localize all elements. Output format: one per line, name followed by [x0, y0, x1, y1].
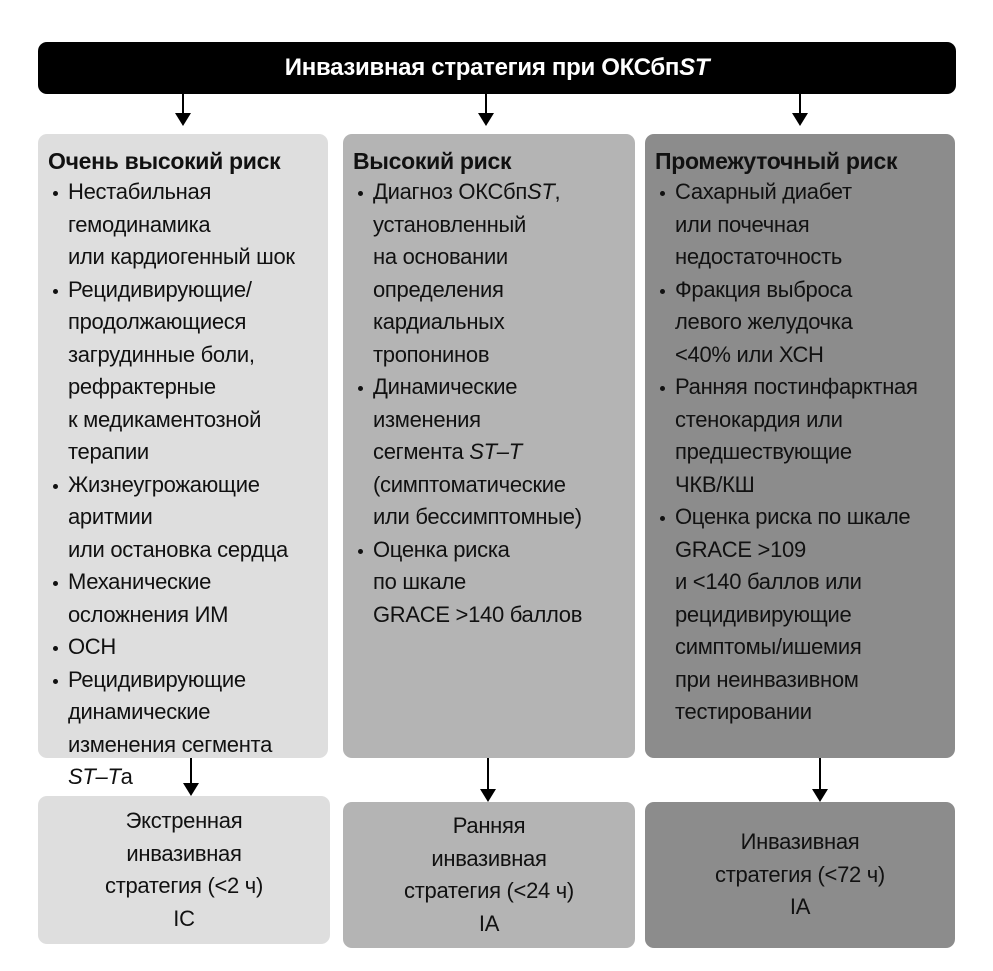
- risk-title: Промежуточный риск: [655, 148, 898, 174]
- arrow-down-icon: [175, 94, 191, 126]
- criteria-item: Рецидивирующие динамические изменения сегмента ST–Ta: [48, 664, 318, 794]
- risk-box-intermediate: [645, 134, 955, 758]
- outcome-box: Экстренная инвазивная стратегия (<2 ч) IC: [38, 796, 330, 944]
- risk-box-high: [343, 134, 635, 758]
- outcome-box: Инвазивная стратегия (<72 ч) IA: [645, 802, 955, 948]
- criteria-item: Динамические изменения сегмента ST–T (симптоматические или бессимптомные): [353, 371, 625, 534]
- criteria-item: Ранняя постинфарктная стенокардия или предшествующие ЧКВ/КШ: [655, 371, 945, 501]
- criteria-item: Рецидивирующие/ продолжающиеся загрудинные боли, рефрактерные к медикаментозной терапии: [48, 274, 318, 469]
- criteria-item: Диагноз ОКСбпST, установленный на основании определения кардиальных тропонинов: [353, 176, 625, 371]
- risk-title: Очень высокий риск: [48, 148, 281, 174]
- criteria-item: Механические осложнения ИМ: [48, 566, 318, 631]
- arrow-down-icon: [478, 94, 494, 126]
- criteria-list: [48, 176, 318, 794]
- arrow-down-icon: [792, 94, 808, 126]
- risk-box-very-high: [38, 134, 328, 789]
- criteria-list: [655, 176, 945, 729]
- criteria-item: Нестабильная гемодинамика или кардиогенный шок: [48, 176, 318, 274]
- risk-title: Высокий риск: [353, 148, 512, 174]
- criteria-item: Сахарный диабет или почечная недостаточность: [655, 176, 945, 274]
- diagram-header: [38, 42, 956, 94]
- outcome-box: Ранняя инвазивная стратегия (<24 ч) IA: [343, 802, 635, 948]
- criteria-list: [353, 176, 625, 631]
- criteria-item: Жизнеугрожающие аритмии или остановка сердца: [48, 469, 318, 567]
- header-title-italic: ST: [679, 54, 710, 81]
- header-title: Инвазивная стратегия при ОКСбп: [284, 54, 680, 81]
- arrow-down-icon: [480, 758, 496, 802]
- criteria-item: Фракция выброса левого желудочка <40% или ХСН: [655, 274, 945, 372]
- criteria-item: Оценка риска по шкале GRACE >140 баллов: [353, 534, 625, 632]
- arrow-down-icon: [812, 758, 828, 802]
- criteria-item: ОСН: [48, 631, 318, 664]
- criteria-item: Оценка риска по шкале GRACE >109 и <140 баллов или рецидивирующие симптомы/ишемия при неинвазивном тестировании: [655, 501, 945, 729]
- arrow-down-icon: [183, 758, 199, 796]
